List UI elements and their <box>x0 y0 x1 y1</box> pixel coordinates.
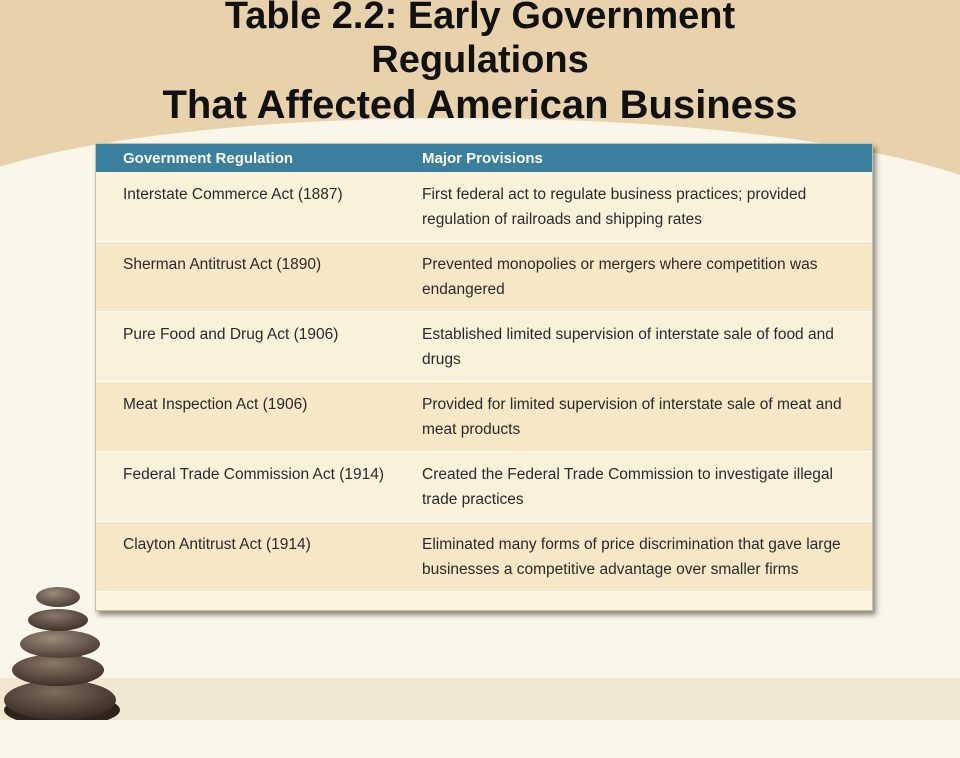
table-row <box>96 312 872 382</box>
provisions-cell: First federal act to regulate business practices; provided regulation of railroads and shipping rates <box>414 172 872 242</box>
title-line-3: That Affected American Business <box>162 83 798 127</box>
table-row <box>96 242 872 312</box>
column-header-provisions: Major Provisions <box>414 144 872 172</box>
regulation-cell: Clayton Antitrust Act (1914) <box>96 522 414 592</box>
regulation-cell: Interstate Commerce Act (1887) <box>96 172 414 242</box>
slide-title <box>0 0 960 128</box>
table-row <box>96 522 872 592</box>
table-row <box>96 382 872 452</box>
stacked-stones-icon <box>0 570 130 720</box>
regulation-cell: Pure Food and Drug Act (1906) <box>96 312 414 382</box>
provisions-cell: Eliminated many forms of price discrimination that gave large businesses a competitive advantage over smaller firms <box>414 522 872 592</box>
table-row <box>96 172 872 242</box>
column-header-regulation: Government Regulation <box>96 144 414 172</box>
provisions-cell: Provided for limited supervision of interstate sale of meat and meat products <box>414 382 872 452</box>
table-row <box>96 452 872 522</box>
provisions-cell: Prevented monopolies or mergers where competition was endangered <box>414 242 872 312</box>
table-header-row <box>96 144 872 172</box>
background-bottom-band <box>0 678 960 720</box>
title-line-2: Regulations <box>371 39 589 81</box>
regulation-cell: Sherman Antitrust Act (1890) <box>96 242 414 312</box>
regulations-table <box>96 144 872 592</box>
provisions-cell: Established limited supervision of interstate sale of food and drugs <box>414 312 872 382</box>
title-line-1: Table 2.2: Early Government <box>224 0 736 37</box>
regulation-cell: Meat Inspection Act (1906) <box>96 382 414 452</box>
regulation-cell: Federal Trade Commission Act (1914) <box>96 452 414 522</box>
provisions-cell: Created the Federal Trade Commission to investigate illegal trade practices <box>414 452 872 522</box>
regulations-table-card <box>95 143 873 611</box>
